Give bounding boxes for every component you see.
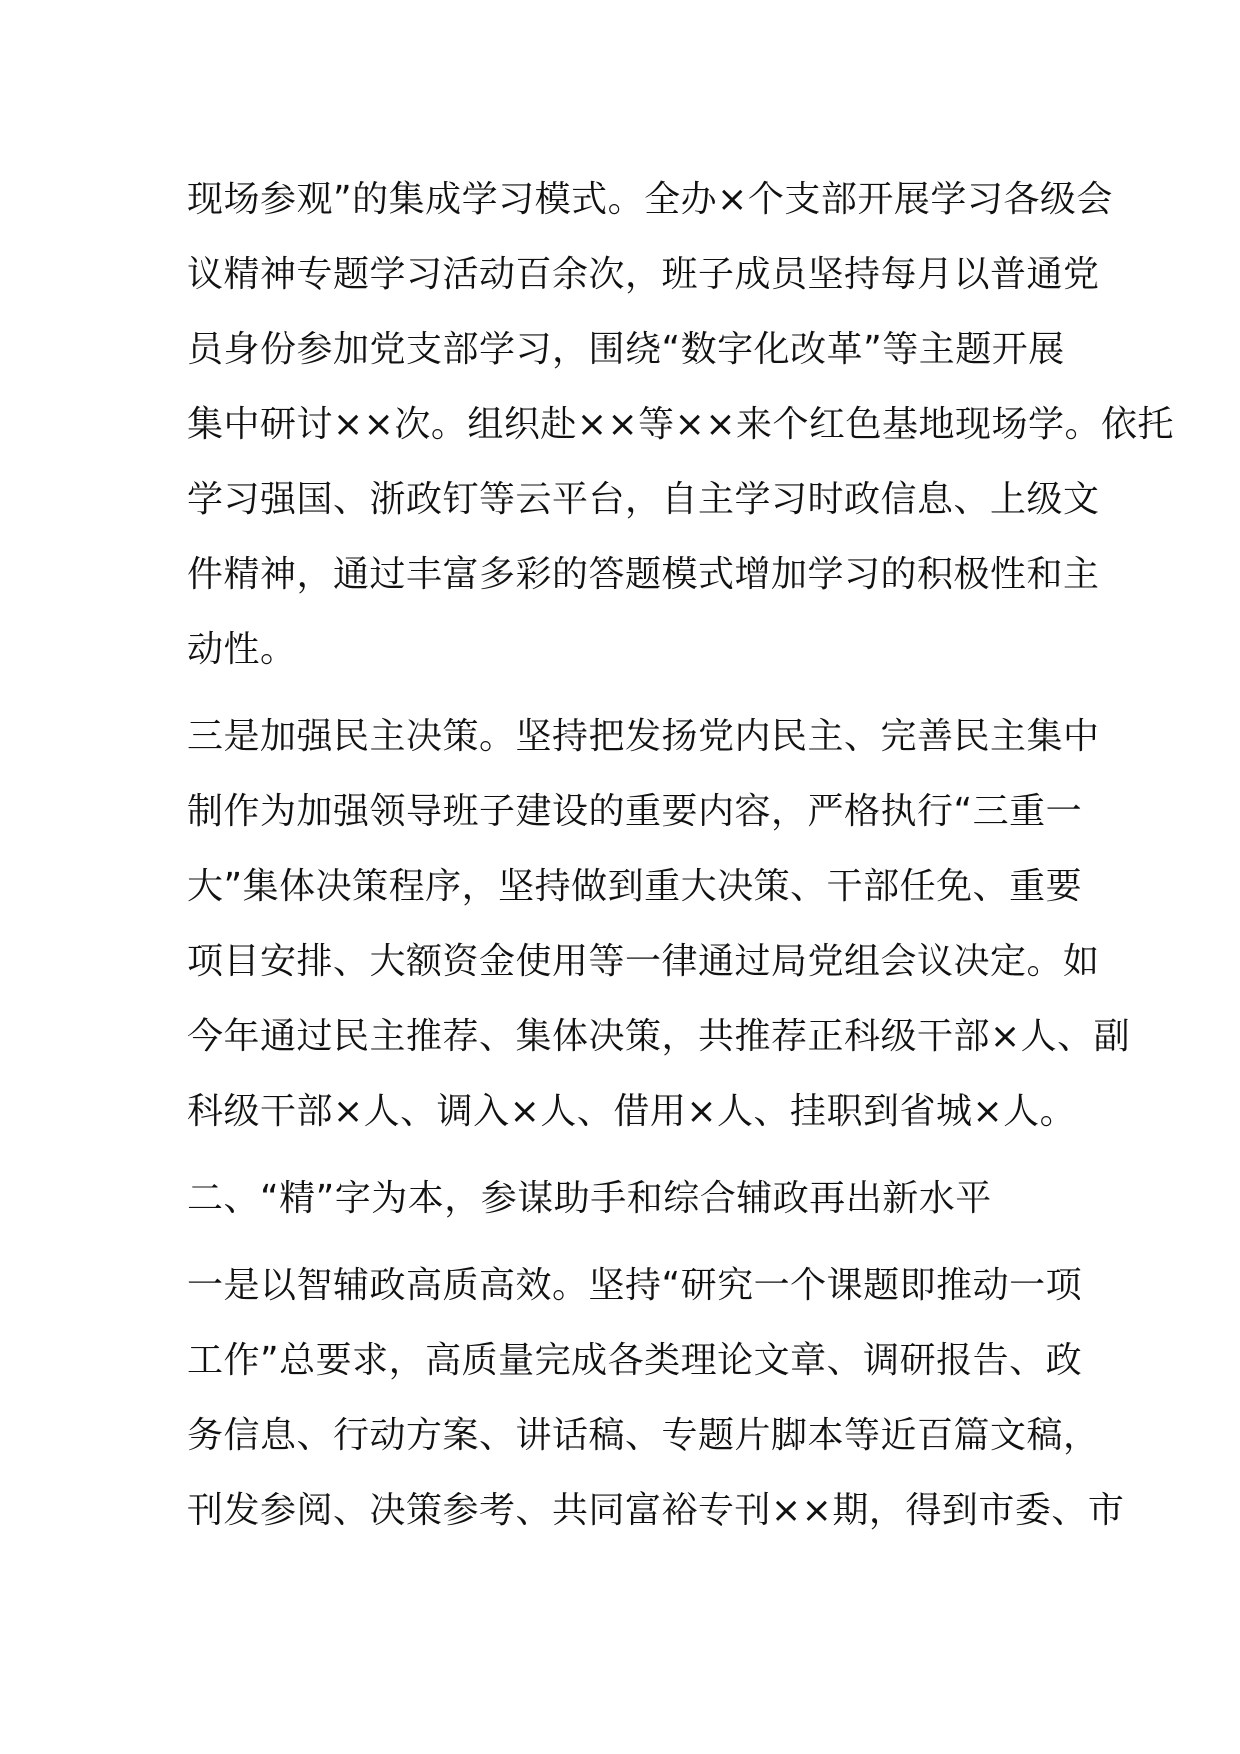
text-line: 刊发参阅、决策参考、共同富裕专刊××期，得到市委、市 <box>187 1490 1125 1531</box>
text-line: 集中研讨××次。组织赴××等××来个红色基地现场学。依托 <box>187 404 1174 445</box>
paragraph-study-mode <box>187 162 1174 687</box>
text-line: 件精神，通过丰富多彩的答题模式增加学习的积极性和主 <box>187 554 1100 595</box>
text-line: 议精神专题学习活动百余次，班子成员坚持每月以普通党 <box>187 254 1100 295</box>
text-line: 工作”总要求，高质量完成各类理论文章、调研报告、政 <box>187 1340 1083 1381</box>
text-line: 三是加强民主决策。坚持把发扬党内民主、完善民主集中 <box>187 716 1100 757</box>
text-line: 一是以智辅政高质高效。坚持“研究一个课题即推动一项 <box>187 1265 1083 1306</box>
text-line: 科级干部×人、调入×人、借用×人、挂职到省城×人。 <box>187 1091 1077 1132</box>
paragraph-advisory-work <box>187 1248 1125 1548</box>
paragraph-democratic-decision <box>187 699 1131 1149</box>
text-line: 大”集体决策程序，坚持做到重大决策、干部任免、重要 <box>187 866 1083 907</box>
text-line: 今年通过民主推荐、集体决策，共推荐正科级干部×人、副 <box>187 1016 1131 1057</box>
text-line: 现场参观”的集成学习模式。全办×个支部开展学习各级会 <box>187 179 1113 220</box>
text-line: 动性。 <box>187 629 297 670</box>
section-heading <box>187 1161 1055 1236</box>
heading-line: 二、“精”字为本，参谋助手和综合辅政再出新水平 <box>187 1178 992 1219</box>
text-line: 学习强国、浙政钉等云平台，自主学习时政信息、上级文 <box>187 479 1100 520</box>
text-line: 务信息、行动方案、讲话稿、专题片脚本等近百篇文稿， <box>187 1415 1100 1456</box>
document-body <box>187 162 1174 1560</box>
text-line: 员身份参加党支部学习，围绕“数字化改革”等主题开展 <box>187 329 1065 370</box>
text-line: 项目安排、大额资金使用等一律通过局党组会议决定。如 <box>187 941 1100 982</box>
text-line: 制作为加强领导班子建设的重要内容，严格执行“三重一 <box>187 791 1083 832</box>
